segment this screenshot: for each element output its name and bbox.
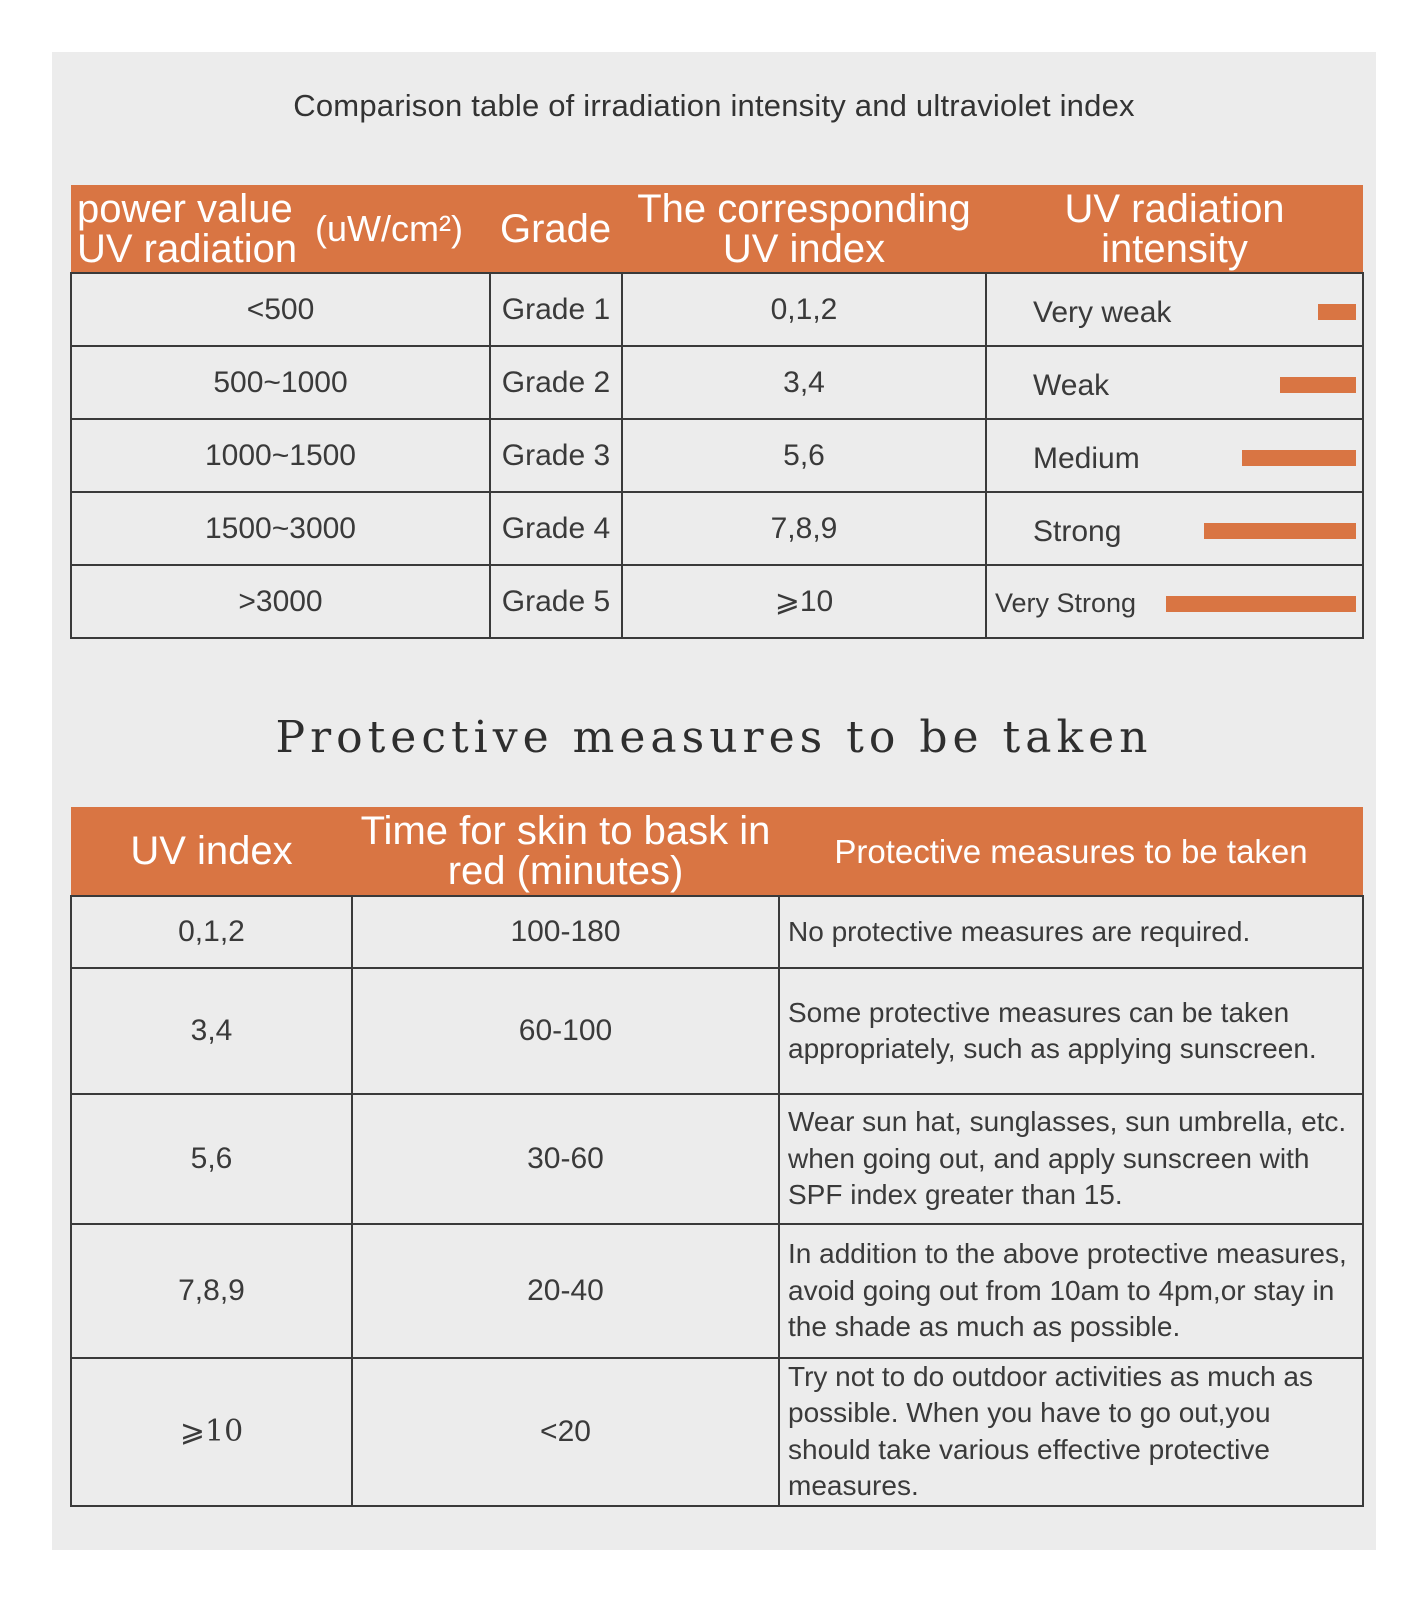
uv-index-cell: ⩾10 (622, 565, 986, 638)
table-row (71, 492, 1363, 565)
header-grade: Grade (490, 185, 622, 273)
power-cell: 1500~3000 (71, 492, 490, 565)
table-row (71, 968, 1363, 1094)
time-cell: 30-60 (352, 1094, 779, 1224)
intensity-cell (986, 419, 1363, 492)
grade-cell: Grade 5 (490, 565, 622, 638)
table-row (71, 273, 1363, 346)
intensity-label: Weak (1033, 369, 1110, 402)
table-row (71, 346, 1363, 419)
uv-index-cell: 3,4 (71, 968, 352, 1094)
irradiation-table (70, 185, 1364, 639)
protective-table-header (71, 807, 1363, 896)
intensity-label: Very weak (1033, 296, 1172, 329)
header-uv-index: UV index (71, 807, 352, 896)
section2-title: Protective measures to be taken (275, 712, 1153, 763)
uv-index-cell: 7,8,9 (622, 492, 986, 565)
table-row (71, 419, 1363, 492)
measures-cell: In addition to the above protective measures, avoid going out from 10am to 4pm,or stay in the shade as much as possible. (779, 1224, 1363, 1358)
header-power-unit: (uW/cm²) (315, 208, 463, 249)
intensity-cell (986, 273, 1363, 346)
table-row (71, 1358, 1363, 1506)
intensity-cell (986, 346, 1363, 419)
header-intensity: UV radiation intensity (986, 185, 1363, 273)
time-cell: 60-100 (352, 968, 779, 1094)
header-protective-measures: Protective measures to be taken (779, 807, 1363, 896)
header-uv-index: The corresponding UV index (622, 185, 986, 273)
uv-index-cell: 3,4 (622, 346, 986, 419)
grade-cell: Grade 3 (490, 419, 622, 492)
power-cell: 500~1000 (71, 346, 490, 419)
power-cell: >3000 (71, 565, 490, 638)
uv-index-cell: ⩾10 (71, 1358, 352, 1506)
uv-index-cell: 7,8,9 (71, 1224, 352, 1358)
intensity-cell (986, 565, 1363, 638)
time-cell: 20-40 (352, 1224, 779, 1358)
intensity-bar (1204, 523, 1356, 539)
intensity-label: Strong (1033, 515, 1122, 548)
grade-cell: Grade 4 (490, 492, 622, 565)
header-time-to-redden: Time for skin to bask in red (minutes) (352, 807, 779, 896)
uv-index-cell: 0,1,2 (71, 896, 352, 968)
intensity-label: Very Strong (995, 588, 1137, 618)
header-power-value: power value UV radiation (uW/cm²) (71, 185, 490, 273)
intensity-cell (986, 492, 1363, 565)
table-row (71, 896, 1363, 968)
uv-index-cell: 0,1,2 (622, 273, 986, 346)
uv-index-cell: 5,6 (622, 419, 986, 492)
grade-cell: Grade 1 (490, 273, 622, 346)
table1-title: Comparison table of irradiation intensity and ultraviolet index (293, 88, 1135, 123)
intensity-bar (1280, 377, 1356, 393)
intensity-bar (1242, 450, 1356, 466)
grade-cell: Grade 2 (490, 346, 622, 419)
table-row (71, 565, 1363, 638)
table-row (71, 1094, 1363, 1224)
measures-cell: Some protective measures can be taken appropriately, such as applying sunscreen. (779, 968, 1363, 1094)
intensity-bar (1166, 596, 1356, 612)
uv-index-cell: 5,6 (71, 1094, 352, 1224)
power-cell: <500 (71, 273, 490, 346)
measures-cell: No protective measures are required. (779, 896, 1363, 968)
table-row (71, 1224, 1363, 1358)
time-cell: 100-180 (352, 896, 779, 968)
irradiation-table-header (71, 185, 1363, 273)
measures-cell: Try not to do outdoor activities as much as possible. When you have to go out,you should take various effective protective measures. (779, 1358, 1363, 1506)
time-cell: <20 (352, 1358, 779, 1506)
protective-measures-table (70, 807, 1364, 1507)
intensity-label: Medium (1033, 442, 1140, 475)
intensity-bar (1318, 304, 1356, 320)
measures-cell: Wear sun hat, sunglasses, sun umbrella, etc. when going out, and apply sunscreen with SPF index greater than 15. (779, 1094, 1363, 1224)
power-cell: 1000~1500 (71, 419, 490, 492)
